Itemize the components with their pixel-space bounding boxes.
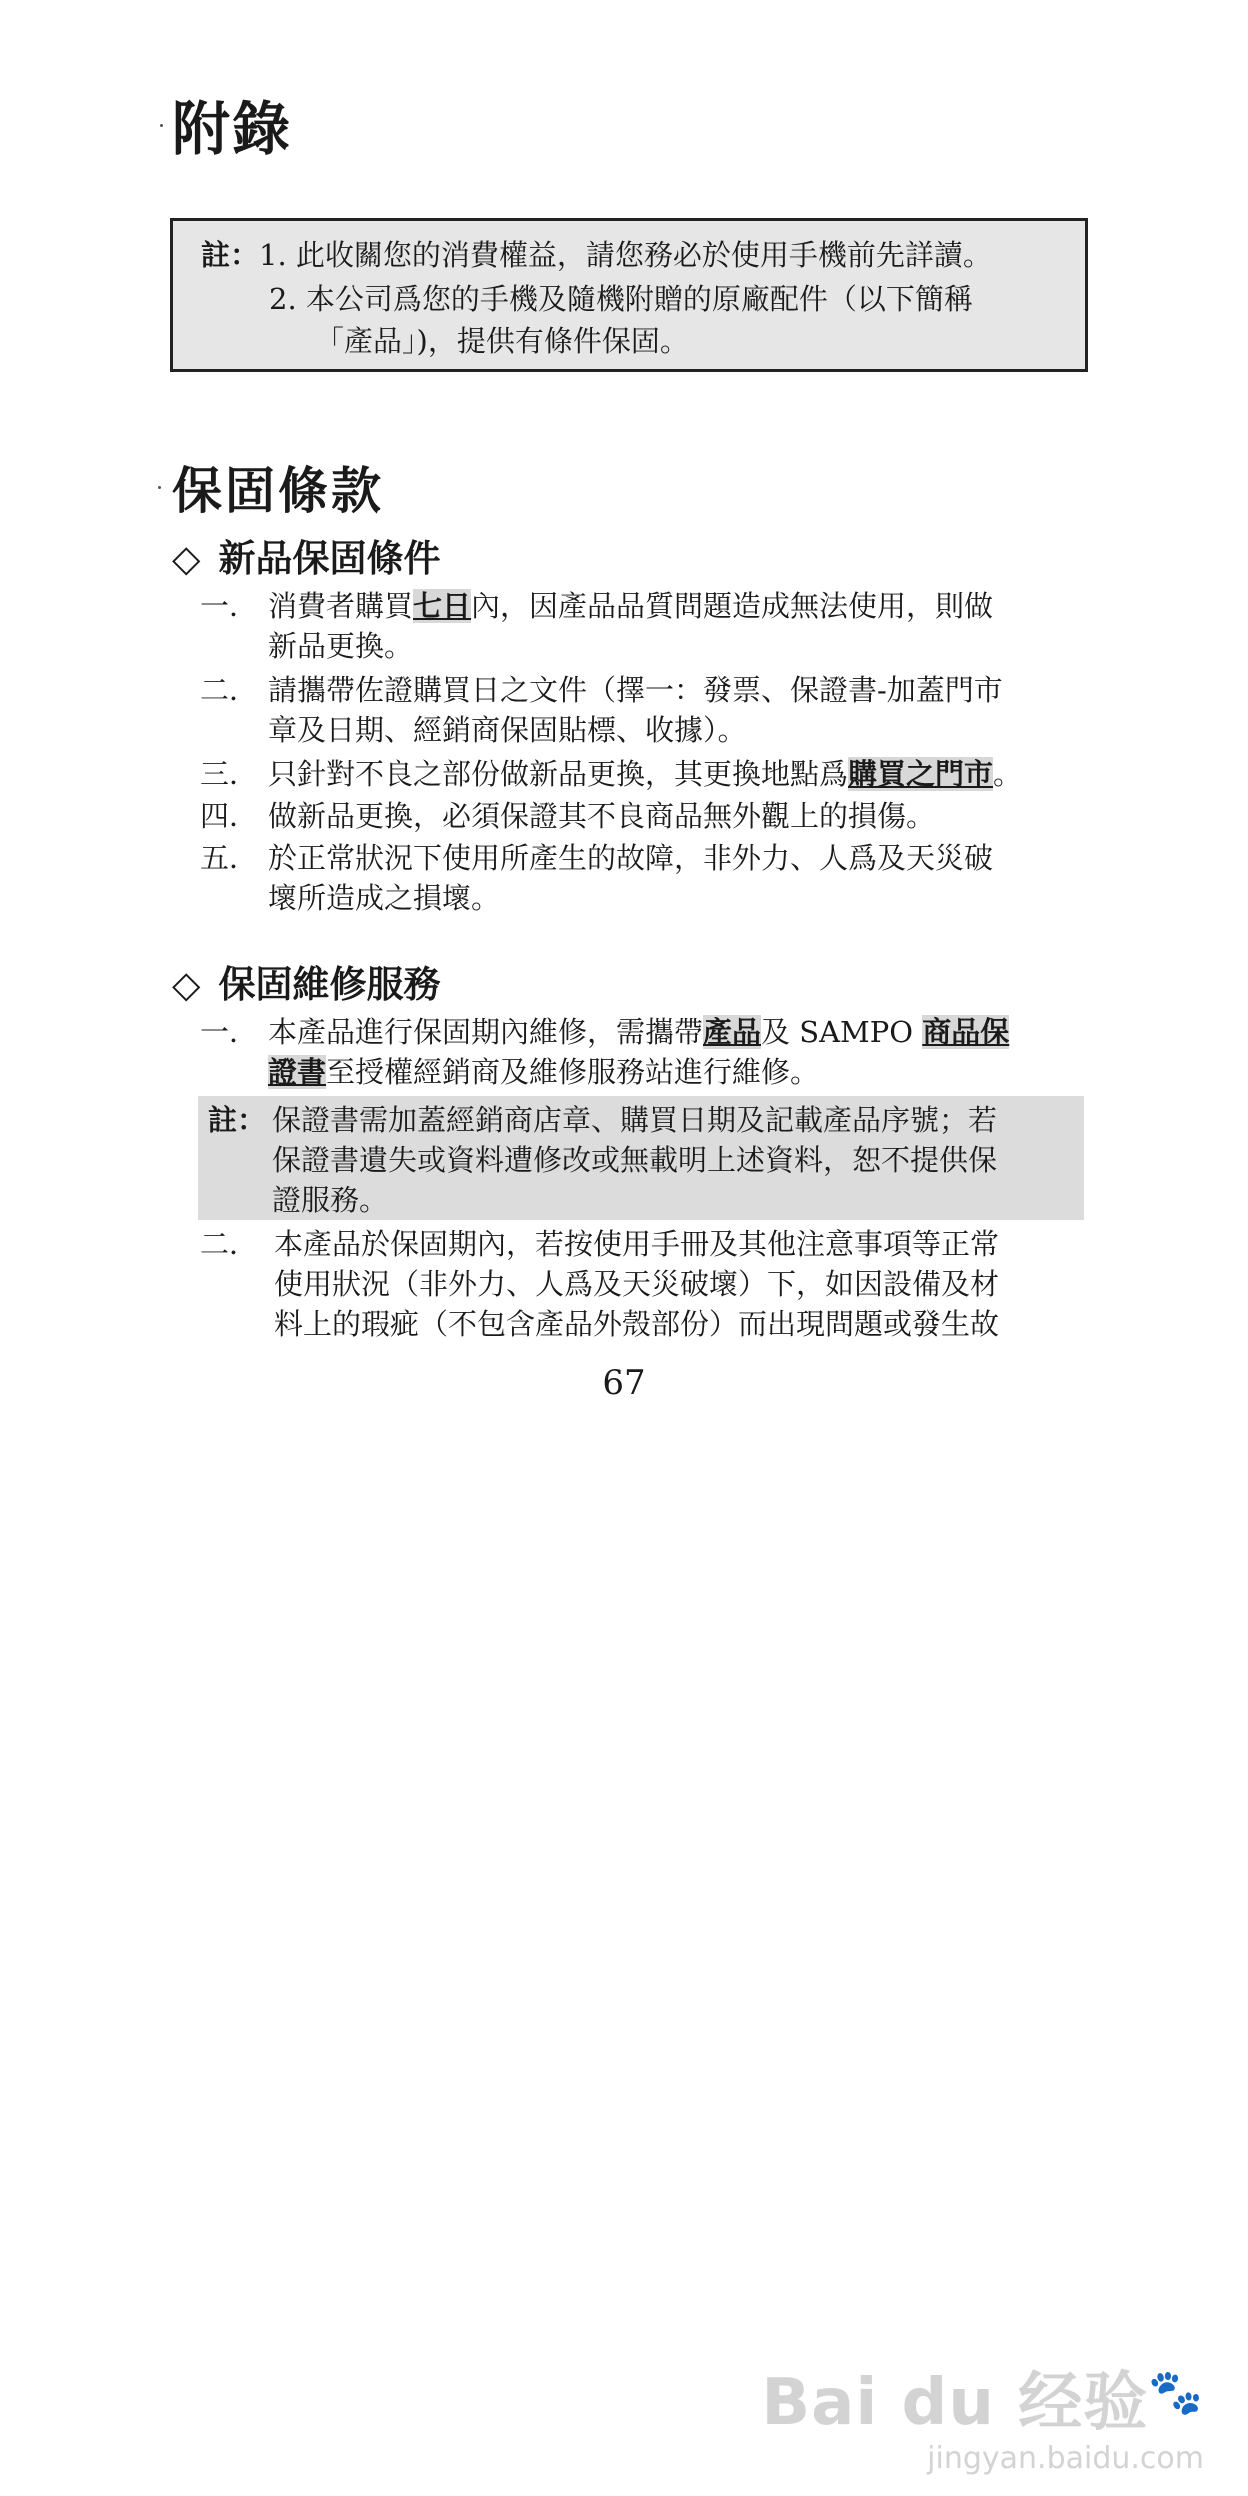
diamond-bullet-icon: ◇ bbox=[172, 963, 201, 1006]
section-warranty-service-title: ◇ 保固維修服務 bbox=[172, 963, 441, 1006]
scan-speck bbox=[158, 486, 161, 489]
watermark-url: jingyan.baidu.com bbox=[927, 2441, 1204, 2476]
notice-line-1: 註：1. 此收關您的消費權益，請您務必於使用手機前先詳讀。 bbox=[201, 238, 992, 272]
list-item: 四． 做新品更換，必須保證其不良商品無外觀上的損傷。 bbox=[200, 799, 936, 833]
list-item: 一． 消費者購買七日內，因產品品質問題造成無法使用，則做 新品更換。 bbox=[200, 589, 994, 663]
list-item: 五． 於正常狀況下使用所產生的故障，非外力、人爲及天災破 壞所造成之損壞。 bbox=[200, 841, 994, 915]
notice-line-2: 2. 本公司爲您的手機及隨機附贈的原廠配件（以下簡稱 bbox=[269, 282, 973, 316]
highlight-seven-days: 七日 bbox=[413, 589, 472, 623]
highlight-product: 產品 bbox=[703, 1015, 762, 1049]
baidu-logo: Bai du 经验🐾 bbox=[761, 2366, 1204, 2440]
list-item: 二． 請攜帶佐證購買日之文件（擇一：發票、保證書-加蓋門市 章及日期、經銷商保固貼標、收據）。 bbox=[200, 673, 1003, 747]
list-item: 二． 本產品於保固期內，若按使用手冊及其他注意事項等正常 使用狀況（非外力、人爲及天災破壞）下，如因設備及材 料上的瑕疵（不包含產品外殼部份）而出現問題或發生故 bbox=[200, 1227, 1000, 1341]
highlight-warranty-card-cont: 證書 bbox=[268, 1055, 327, 1089]
highlight-purchase-store: 購買之門市 bbox=[848, 757, 994, 791]
diamond-bullet-icon: ◇ bbox=[172, 537, 201, 580]
warranty-terms-title: 保固條款 bbox=[172, 462, 384, 520]
list-item: 一． 本產品進行保固期內維修，需攜帶產品及 SAMPO 商品保 證書至授權經銷商及維修服務站進行維修。 bbox=[200, 1015, 1010, 1089]
list-item: 三． 只針對不良之部份做新品更換，其更換地點爲購買之門市。 bbox=[200, 757, 1023, 791]
baidu-watermark bbox=[761, 2366, 1204, 2476]
notice-line-3: 「產品」)，提供有條件保固。 bbox=[315, 324, 689, 358]
scan-speck bbox=[160, 124, 163, 127]
notice-box bbox=[170, 218, 1088, 372]
page-number: 67 bbox=[602, 1363, 646, 1403]
notice-prefix: 註： bbox=[201, 238, 260, 272]
section-new-product-title: ◇ 新品保固條件 bbox=[172, 537, 441, 580]
appendix-title: 附錄 bbox=[172, 95, 293, 163]
note-prefix: 註： bbox=[208, 1103, 267, 1137]
highlight-warranty-card: 商品保 bbox=[922, 1015, 1010, 1049]
paw-icon: 🐾 bbox=[1148, 2367, 1204, 2418]
warranty-note: 註： 保證書需加蓋經銷商店章、購買日期及記載產品序號；若 保證書遺失或資料遭修改或無載明上述資料，恕不提供保 證服務。 bbox=[198, 1096, 1084, 1220]
